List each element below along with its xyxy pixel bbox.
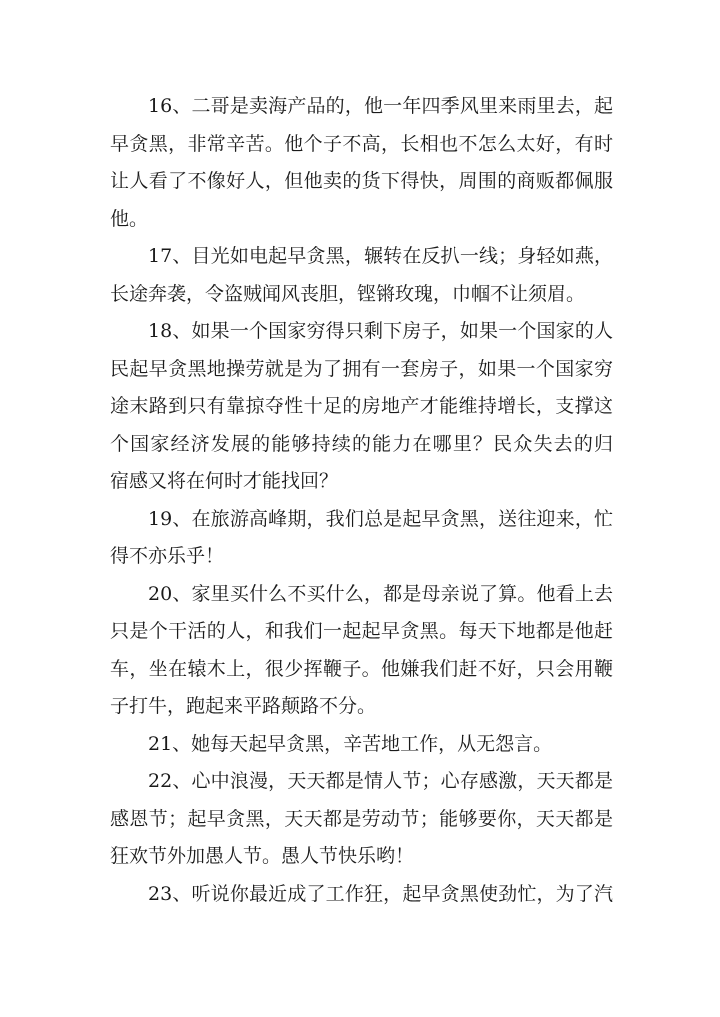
text-line: 17、目光如电起早贪黑，辗转在反扒一线；身轻如燕， — [148, 245, 613, 267]
text-line: 车，坐在辕木上，很少挥鞭子。他嫌我们赶不好，只会用鞭 — [110, 657, 613, 680]
text-line: 20、家里买什么不买什么，都是母亲说了算。他看上去 — [148, 582, 613, 605]
paragraph-22 — [110, 763, 613, 876]
paragraph-23 — [110, 876, 613, 914]
text-line: 子打牛，跑起来平路颠路不分。 — [110, 695, 377, 717]
text-line: 21、她每天起早贪黑，辛苦地工作，从无怨言。 — [148, 732, 553, 755]
text-line: 得不亦乐乎！ — [110, 545, 225, 567]
text-line: 让人看了不像好人，但他卖的货下得快，周围的商贩都佩服 — [110, 170, 613, 192]
text-line: 长途奔袭，令盗贼闻风丧胆，铿锵玫瑰，巾帼不让须眉。 — [110, 282, 586, 305]
paragraph-21 — [110, 726, 613, 764]
text-line: 民起早贪黑地操劳就是为了拥有一套房子，如果一个国家穷 — [110, 357, 613, 380]
text-line: 感恩节；起早贪黑，天天都是劳动节；能够要你，天天都是 — [110, 807, 613, 830]
text-line: 早贪黑，非常辛苦。他个子不高，长相也不怎么太好，有时 — [110, 132, 613, 155]
paragraph-16 — [110, 88, 613, 238]
document-page — [110, 88, 613, 913]
paragraph-18 — [110, 313, 613, 501]
paragraph-17 — [110, 238, 613, 313]
text-line: 16、二哥是卖海产品的，他一年四季风里来雨里去，起 — [148, 95, 613, 117]
text-line: 18、如果一个国家穷得只剩下房子，如果一个国家的人 — [148, 320, 613, 342]
paragraph-20 — [110, 576, 613, 726]
text-line: 23、听说你最近成了工作狂，起早贪黑使劲忙，为了汽 — [148, 882, 613, 905]
text-line: 宿感又将在何时才能找回？ — [110, 470, 339, 492]
text-line: 他。 — [110, 207, 149, 230]
text-line: 个国家经济发展的能够持续的能力在哪里？民众失去的归 — [110, 432, 613, 455]
text-line: 19、在旅游高峰期，我们总是起早贪黑，送往迎来，忙 — [148, 507, 613, 530]
text-line: 22、心中浪漫，天天都是情人节；心存感激，天天都是 — [148, 770, 613, 792]
paragraph-19 — [110, 501, 613, 576]
text-line: 狂欢节外加愚人节。愚人节快乐哟！ — [110, 845, 415, 867]
text-line: 途末路到只有靠掠夺性十足的房地产才能维持增长，支撑这 — [110, 395, 613, 417]
text-line: 只是个干活的人，和我们一起起早贪黑。每天下地都是他赶 — [110, 620, 613, 642]
